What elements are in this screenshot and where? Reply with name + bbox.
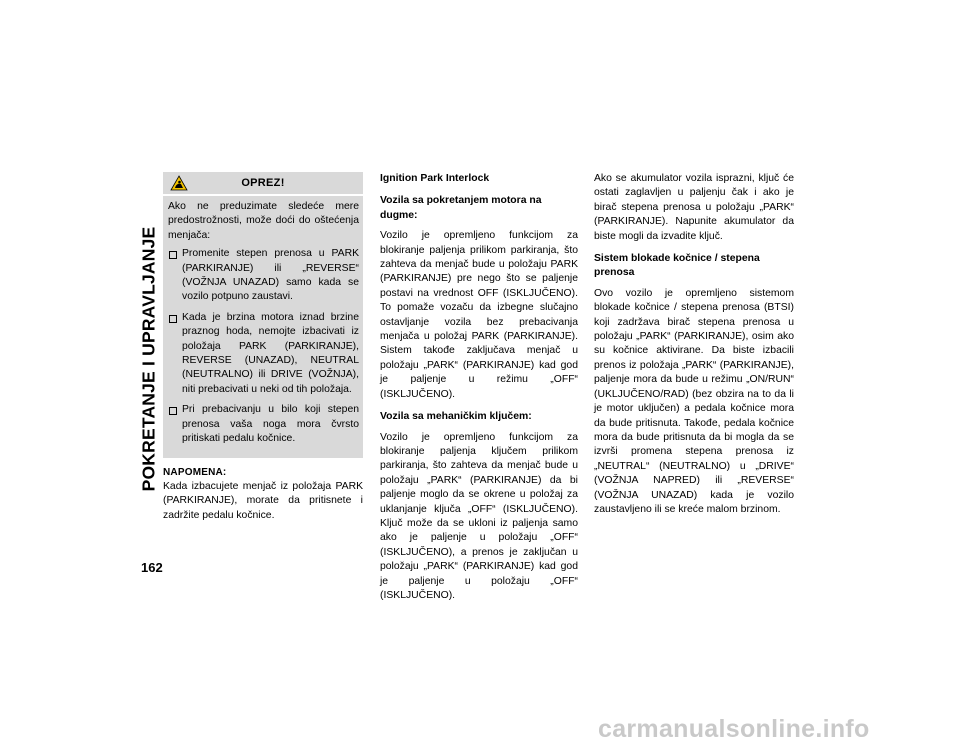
warning-bullet	[168, 311, 359, 397]
watermark: carmanualsonline.info	[598, 715, 870, 743]
column-3	[594, 172, 794, 525]
paragraph: Vozilo je opremljeno funkcijom za blokiranje paljenja prilikom parkiranja, što zahteva da menjač bude u položaju PARK (PARKIRANJE) pre nego što se paljenje postavi na vrednost OFF (ISKLJUČENO). To pomaže vozaču da izbegne slučajno ostavljanje vozila bez prebacivanja menjača u položaj PARK (PARKIRANJE). Sistem takođe zaključava menjač u položaju „PARK“ (PARKIRANJE) kad god je paljenje u režimu „OFF“ (ISKLJUČENO).	[380, 230, 578, 400]
warning-bullet	[168, 403, 359, 446]
paragraph: Vozilo je opremljeno funkcijom za blokiranje paljenja ključem prilikom parkiranja, što zahteva da menjač bude u položaju „PARK“ (PARKIRANJE) da bi paljenje moglo da se okrene u položaj za uklanjanje ključa „OFF“ (ISKLJUČENO). Ključ može da se ukloni iz paljenja samo ako je paljenje u položaju „OFF“ (ISKLJUČENO), a prenos je zaključan u položaju „PARK“ (PARKIRANJE) kad god je paljenje u položaju „OFF“ (ISKLJUČENO).	[380, 431, 578, 601]
bullet-square-icon	[169, 251, 177, 259]
warning-bullet-text: Pri prebacivanju u bilo koji stepen prenosa vaša noga mora čvrsto pritiskati pedalu kočnice.	[182, 404, 359, 445]
section-title: POKRETANJE I UPRAVLJANJE	[138, 226, 159, 492]
warning-triangle-icon	[170, 175, 188, 191]
warning-body	[163, 196, 363, 455]
bullet-square-icon	[169, 407, 177, 415]
section-heading: Sistem blokade kočnice / stepena prenosa	[594, 253, 760, 279]
column-1	[163, 172, 363, 523]
paragraph: Ovo vozilo je opremljeno sistemom blokade kočnice / stepena prenosa (BTSI) koji zadržava birač stepena prenosa u položaju „PARK“ (PARKIRANJE), osim ako su kočnice aktivirane. Da biste izbacili prenos iz položaja „PARK“ (PARKIRANJE), paljenje mora da bude u režimu „ON/RUN“ (UKLJUČENO/RAD) (bez obzira na to da li je motor uključen) a pedala kočnice mora da bude pritisnuta. Takođe, pedala kočnice mora da bude pritisnuta da bi mogla da se izvrši promena stepena prenosa iz „NEUTRAL“ (NEUTRALNO) u „DRIVE“ (VOŽNJA NAPRED) ili „REVERSE“ (VOŽNJA UNAZAD) kada je vozilo zaustavljeno ili se kreće malom brzinom.	[594, 287, 794, 515]
warning-header	[163, 172, 363, 196]
warning-intro: Ako ne preduzimate sledeće mere predostrožnosti, može doći do oštećenja menjača:	[168, 201, 359, 241]
section-side-tab	[136, 171, 162, 547]
column-2	[380, 172, 578, 611]
warning-bullet-text: Promenite stepen prenosa u PARK (PARKIRANJE) ili „REVERSE“ (VOŽNJA UNAZAD) samo kada se vozilo potpuno zaustavi.	[182, 248, 359, 303]
warning-title: OPREZ!	[241, 176, 285, 189]
warning-bullet-text: Kada je brzina motora iznad brzine praznog hoda, nemojte izbacivati iz položaja PARK (PARKIRANJE), REVERSE (UNAZAD), NEUTRAL (NEUTRALNO) ili DRIVE (VOŽNJA), niti prebacivati u neki od tih položaja.	[182, 311, 359, 395]
subheading-push-button: Vozila sa pokretanjem motora na dugme:	[380, 195, 542, 221]
paragraph: Ako se akumulator vozila isprazni, ključ će ostati zaglavljen u paljenju čak i ako je birač stepena prenosa u položaju „PARK“ (PARKIRANJE). Napunite akumulator da biste mogli da izvadite ključ.	[594, 173, 794, 242]
bullet-square-icon	[169, 315, 177, 323]
section-heading: Ignition Park Interlock	[380, 173, 490, 184]
warning-box	[163, 172, 363, 458]
warning-bullet	[168, 247, 359, 305]
page-number: 162	[141, 560, 163, 575]
note-label: NAPOMENA:	[163, 466, 227, 478]
subheading-mechanical-key: Vozila sa mehaničkim ključem:	[380, 411, 532, 423]
note-text: Kada izbacujete menjač iz položaja PARK (PARKIRANJE), morate da pritisnete i zadržite pedalu kočnice.	[163, 480, 363, 521]
